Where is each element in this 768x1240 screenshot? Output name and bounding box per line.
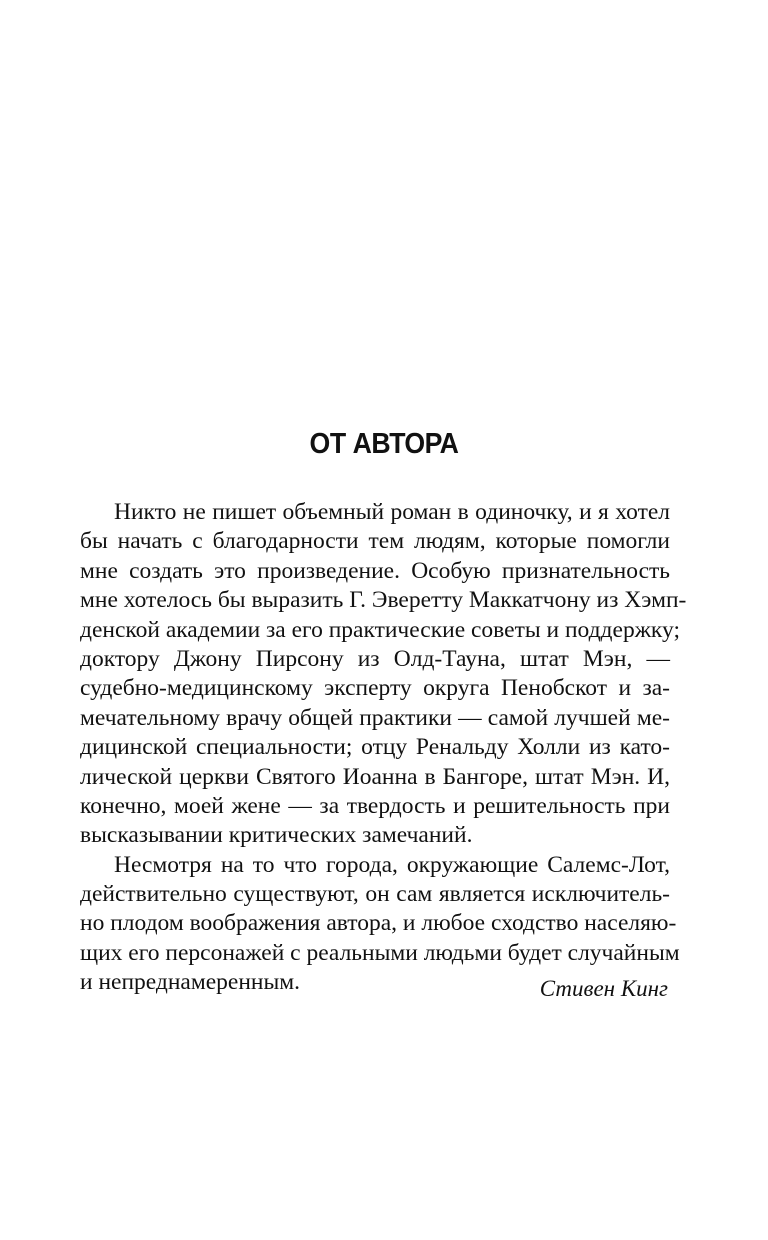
body-text (80, 498, 687, 998)
text-line: и непреднамеренным. (80, 969, 301, 996)
text-line: лической церкви Святого Иоанна в Бангоре, штат Мэн. И, (80, 763, 670, 790)
text-line: мечательному врачу общей практики — самой лучшей ме- (80, 704, 670, 731)
text-line: действительно существуют, он сам является исключитель- (80, 881, 670, 908)
text-line: доктору Джону Пирсону из Олд-Тауна, штат Мэн, — (80, 645, 670, 672)
text-line: высказывании критических замечаний. (80, 822, 473, 849)
text-line: мне хотелось бы выразить Г. Эверетту Маккатчону из Хэмп- (80, 587, 687, 614)
text-line: денской академии за его практические советы и поддержку; (80, 616, 680, 643)
text-line: щих его персонажей с реальными людьми будет случайным (80, 939, 680, 966)
page-title: ОТ АВТОРА (309, 428, 459, 460)
text-line: но плодом воображения автора, и любое сходство населяю- (80, 910, 677, 937)
text-line: Никто не пишет объемный роман в одиночку, и я хотел (114, 499, 670, 525)
text-line: судебно-медицинскому эксперту округа Пенобскот и за- (80, 675, 670, 702)
text-line: конечно, моей жене — за твердость и решительность при (80, 792, 670, 819)
author-signature: Стивен Кинг (539, 976, 668, 1001)
text-line: дицинской специальности; отцу Ренальду Холли из като- (80, 734, 670, 761)
text-line: бы начать с благодарности тем людям, которые помогли (80, 528, 670, 555)
text-line: Несмотря на то что города, окружающие Салемс-Лот, (114, 851, 670, 878)
paragraph-1 (80, 498, 687, 851)
text-line: мне создать это произведение. Особую признательность (80, 557, 670, 584)
